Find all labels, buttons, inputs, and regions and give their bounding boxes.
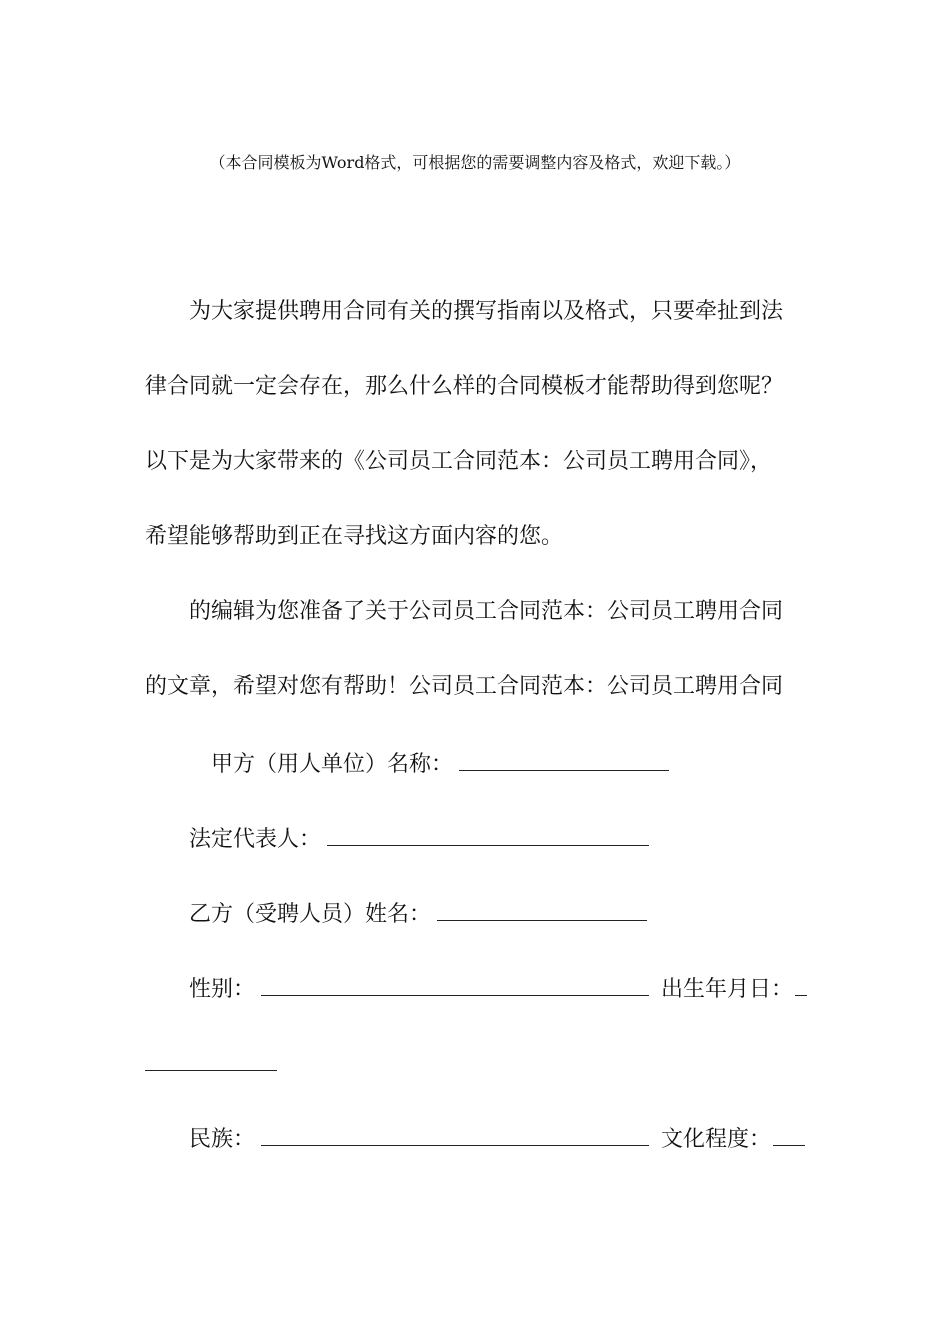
template-note: （本合同模板为Word格式，可根据您的需要调整内容及格式，欢迎下载。） <box>209 153 741 172</box>
intro-line-4: 希望能够帮助到正在寻找这方面内容的您。 <box>145 524 564 549</box>
legal-rep-label: 法定代表人： <box>189 827 322 852</box>
education-label: 文化程度： <box>661 1127 772 1152</box>
intro-line-3: 以下是为大家带来的《公司员工合同范本：公司员工聘用合同》， <box>145 449 773 474</box>
gender-label: 性别： <box>189 977 256 1002</box>
birth-continuation-row <box>145 1044 277 1083</box>
ethnicity-label: 民族： <box>189 1127 256 1152</box>
education-blank[interactable] <box>773 1119 805 1146</box>
birth-blank-continued[interactable] <box>145 1044 277 1071</box>
party-b-row <box>189 894 647 933</box>
intro-line-2: 律合同就一定会存在，那么什么样的合同模板才能帮助得到您呢？ <box>145 374 784 399</box>
intro-line-1: 为大家提供聘用合同有关的撰写指南以及格式，只要牵扯到法 <box>189 299 784 324</box>
party-a-label: 甲方（用人单位）名称： <box>211 752 454 777</box>
editor-line-1: 的编辑为您准备了关于公司员工合同范本：公司员工聘用合同 <box>189 599 784 624</box>
birth-blank-start[interactable] <box>795 969 807 996</box>
legal-rep-blank[interactable] <box>327 819 649 846</box>
editor-line-2: 的文章，希望对您有帮助！公司员工合同范本：公司员工聘用合同 <box>145 674 784 699</box>
birth-label: 出生年月日： <box>661 977 794 1002</box>
party-b-label: 乙方（受聘人员）姓名： <box>189 902 432 927</box>
party-a-blank[interactable] <box>459 744 669 771</box>
party-a-row <box>211 744 669 783</box>
gender-birth-row <box>189 969 807 1008</box>
legal-rep-row <box>189 819 649 858</box>
party-b-blank[interactable] <box>437 894 647 921</box>
gender-blank[interactable] <box>261 969 649 996</box>
ethnicity-education-row <box>189 1119 805 1158</box>
ethnicity-blank[interactable] <box>261 1119 649 1146</box>
